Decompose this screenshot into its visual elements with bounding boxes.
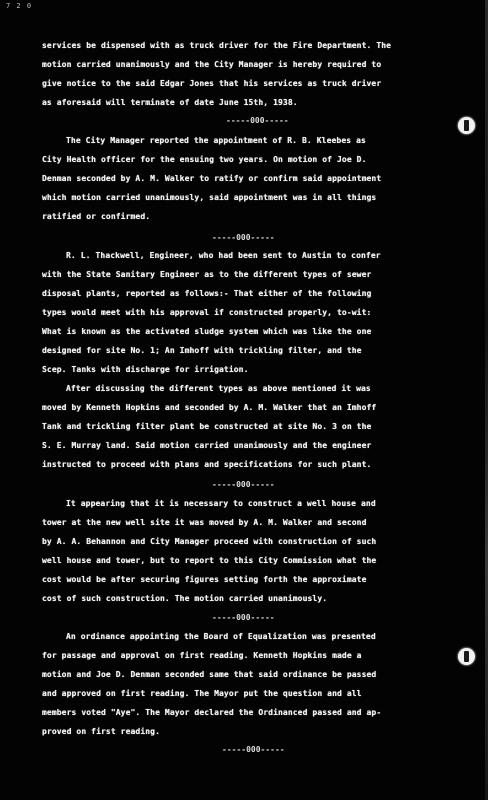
text-line: and approved on first reading. The Mayor put the question and all: [42, 689, 362, 698]
section-separator: -----000-----: [212, 233, 275, 242]
text-line: Tank and trickling filter plant be constructed at site No. 3 on the: [42, 422, 372, 431]
text-line: cost would be after securing figures setting forth the approximate: [42, 575, 367, 584]
text-line: which motion carried unanimously, said appointment was in all things: [42, 193, 377, 202]
text-line: S. E. Murray land. Said motion carried unanimously and the engineer: [42, 441, 372, 450]
text-line: It appearing that it is necessary to construct a well house and: [66, 499, 376, 508]
text-line: instructed to proceed with plans and specifications for such plant.: [42, 460, 372, 469]
text-line: disposal plants, reported as follows:- That either of the following: [42, 289, 372, 298]
text-line: An ordinance appointing the Board of Equalization was presented: [66, 632, 376, 641]
text-line: City Health officer for the ensuing two years. On motion of Joe D.: [42, 155, 367, 164]
text-line: Denman seconded by A. M. Walker to ratify or confirm said appointment: [42, 174, 382, 183]
punch-hole-icon: [458, 117, 475, 134]
text-line: Scep. Tanks with discharge for irrigation.: [42, 365, 249, 374]
text-line: What is known as the activated sludge system which was like the one: [42, 327, 372, 336]
corner-mark: 7 2 0: [6, 2, 33, 10]
text-line: designed for site No. 1; An Imhoff with trickling filter, and the: [42, 346, 362, 355]
text-line: with the State Sanitary Engineer as to the different types of sewer: [42, 270, 372, 279]
text-line: services be dispensed with as truck driver for the Fire Department. The: [42, 41, 392, 50]
text-line: give notice to the said Edgar Jones that his services as truck driver: [42, 79, 382, 88]
section-separator: -----000-----: [226, 116, 289, 125]
section-separator: -----000-----: [212, 613, 275, 622]
text-line: R. L. Thackwell, Engineer, who had been sent to Austin to confer: [66, 251, 381, 260]
section-separator: -----000-----: [222, 745, 285, 754]
text-line: motion carried unanimously and the City Manager is hereby required to: [42, 60, 382, 69]
text-line: moved by Kenneth Hopkins and seconded by A. M. Walker that an Imhoff: [42, 403, 377, 412]
section-separator: -----000-----: [212, 480, 275, 489]
text-line: tower at the new well site it was moved by A. M. Walker and second: [42, 518, 367, 527]
text-line: for passage and approval on first reading. Kenneth Hopkins made a: [42, 651, 362, 660]
text-line: proved on first reading.: [42, 727, 160, 736]
text-line: ratified or confirmed.: [42, 212, 151, 221]
text-line: as aforesaid will terminate of date June 15th, 1938.: [42, 98, 298, 107]
text-line: well house and tower, but to report to this City Commission what the: [42, 556, 377, 565]
text-line: After discussing the different types as above mentioned it was: [66, 384, 371, 393]
text-line: by A. A. Behannon and City Manager proceed with construction of such: [42, 537, 377, 546]
text-line: types would meet with his approval if constructed properly, to-wit:: [42, 308, 372, 317]
text-line: motion and Joe D. Denman seconded same that said ordinance be passed: [42, 670, 377, 679]
text-line: members voted "Aye". The Mayor declared the Ordinanced passed and ap-: [42, 708, 382, 717]
text-line: The City Manager reported the appointment of R. B. Kleebes as: [66, 136, 366, 145]
text-line: cost of such construction. The motion carried unanimously.: [42, 594, 328, 603]
